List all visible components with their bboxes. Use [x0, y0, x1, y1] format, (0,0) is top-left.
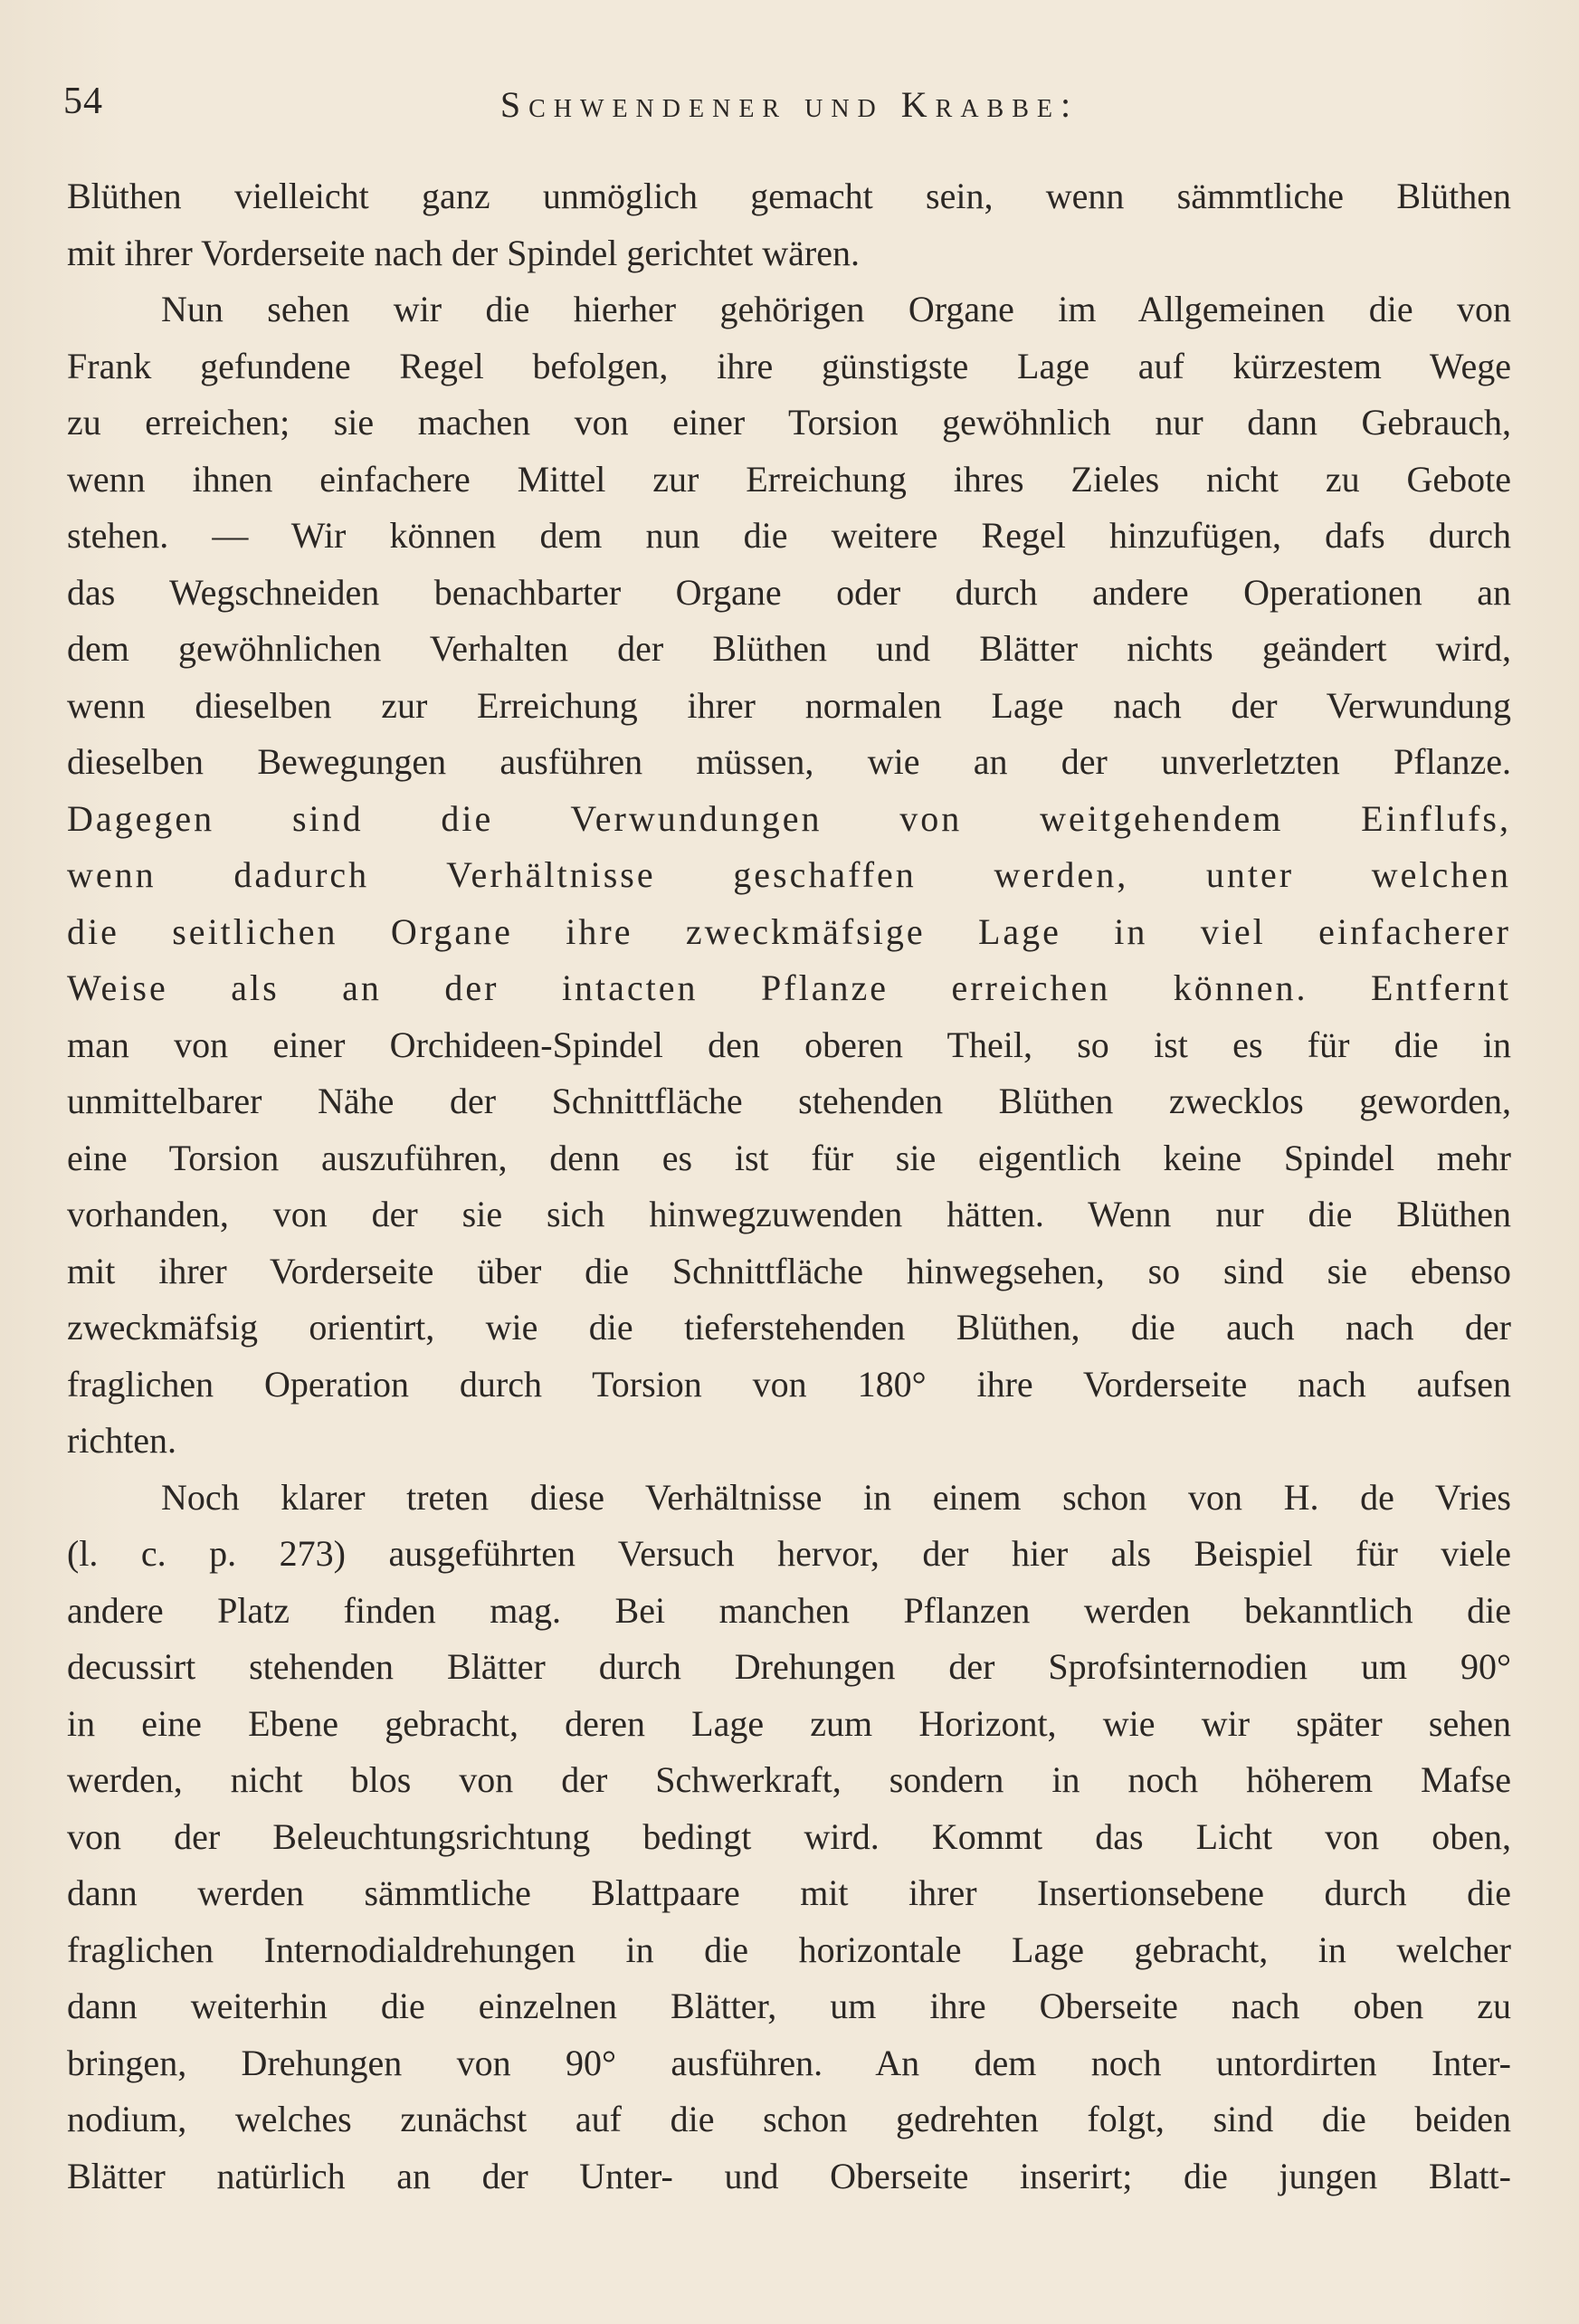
text-line: Weise als an der intacten Pflanze erreichen können. Entfernt: [67, 967, 1511, 1008]
running-title: Schwendener und Krabbe:: [499, 84, 1080, 125]
page-header: [63, 80, 1516, 134]
text-line: stehen. — Wir können dem nun die weitere Regel hinzufügen, dafs durch: [67, 515, 1511, 556]
text-line: Blüthen vielleicht ganz unmöglich gemacht sein, wenn sämmtliche Blüthen: [67, 176, 1511, 216]
text-line: fraglichen Operation durch Torsion von 180° ihre Vorderseite nach aufsen: [67, 1363, 1511, 1405]
text-line: das Wegschneiden benachbarter Organe oder durch andere Operationen an: [67, 571, 1511, 613]
text-line: unmittelbarer Nähe der Schnittfläche stehenden Blüthen zwecklos geworden,: [67, 1081, 1511, 1121]
text-line: vorhanden, von der sie sich hinwegzuwenden hätten. Wenn nur die Blüthen: [67, 1194, 1511, 1234]
text-line: dieselben Bewegungen ausführen müssen, wie an der unverletzten Pflanze.: [67, 741, 1511, 782]
text-line: werden, nicht blos von der Schwerkraft, sondern in noch höherem Mafse: [67, 1759, 1511, 1800]
text-line: richten.: [67, 1420, 177, 1461]
text-line: mit ihrer Vorderseite nach der Spindel gerichtet wären.: [67, 232, 860, 273]
text-line: (l. c. p. 273) ausgeführten Versuch hervor, der hier als Beispiel für viele: [67, 1533, 1511, 1574]
text-line: wenn dadurch Verhältnisse geschaffen werden, unter welchen: [67, 854, 1511, 895]
text-line: dann weiterhin die einzelnen Blätter, um ihre Oberseite nach oben zu: [67, 1986, 1511, 2026]
text-line: dem gewöhnlichen Verhalten der Blüthen und Blätter nichts geändert wird,: [67, 628, 1511, 669]
body-text: [67, 168, 1511, 2205]
text-line: bringen, Drehungen von 90° ausführen. An dem noch untordirten Inter-: [67, 2042, 1511, 2083]
text-line: nodium, welches zunächst auf die schon gedrehten folgt, sind die beiden: [67, 2099, 1511, 2139]
text-line: von der Beleuchtungsrichtung bedingt wird. Kommt das Licht von oben,: [67, 1815, 1511, 1857]
text-line: zweckmäfsig orientirt, wie die tieferstehenden Blüthen, die auch nach der: [67, 1307, 1511, 1348]
text-line: man von einer Orchideen-Spindel den oberen Theil, so ist es für die in: [67, 1024, 1511, 1065]
text-line: andere Platz finden mag. Bei manchen Pflanzen werden bekanntlich die: [67, 1589, 1511, 1631]
text-line: Blätter natürlich an der Unter- und Oberseite inserirt; die jungen Blatt-: [67, 2155, 1511, 2196]
text-line: Nun sehen wir die hierher gehörigen Organe im Allgemeinen die von: [161, 289, 1511, 329]
text-line: in eine Ebene gebracht, deren Lage zum Horizont, wie wir später sehen: [67, 1702, 1511, 1744]
text-line: decussirt stehenden Blätter durch Drehungen der Sprofsinternodien um 90°: [67, 1646, 1511, 1687]
text-line: Dagegen sind die Verwundungen von weitgehendem Einflufs,: [67, 797, 1511, 839]
text-line: Noch klarer treten diese Verhältnisse in einem schon von H. de Vries: [161, 1476, 1511, 1518]
text-line: wenn dieselben zur Erreichung ihrer normalen Lage nach der Verwundung: [67, 684, 1511, 726]
text-line: wenn ihnen einfachere Mittel zur Erreichung ihres Zieles nicht zu Gebote: [67, 458, 1511, 500]
text-line: Frank gefundene Regel befolgen, ihre günstigste Lage auf kürzestem Wege: [67, 345, 1511, 386]
text-line: dann werden sämmtliche Blattpaare mit ihrer Insertionsebene durch die: [67, 1872, 1511, 1913]
text-line: die seitlichen Organe ihre zweckmäfsige Lage in viel einfacherer: [67, 910, 1511, 952]
page-number: 54: [63, 81, 103, 122]
text-line: zu erreichen; sie machen von einer Torsion gewöhnlich nur dann Gebrauch,: [67, 402, 1511, 443]
text-line: eine Torsion auszuführen, denn es ist für sie eigentlich keine Spindel mehr: [67, 1137, 1511, 1178]
text-line: fraglichen Internodialdrehungen in die horizontale Lage gebracht, in welcher: [67, 1929, 1511, 1970]
text-line: mit ihrer Vorderseite über die Schnittfläche hinwegsehen, so sind sie ebenso: [67, 1250, 1511, 1291]
